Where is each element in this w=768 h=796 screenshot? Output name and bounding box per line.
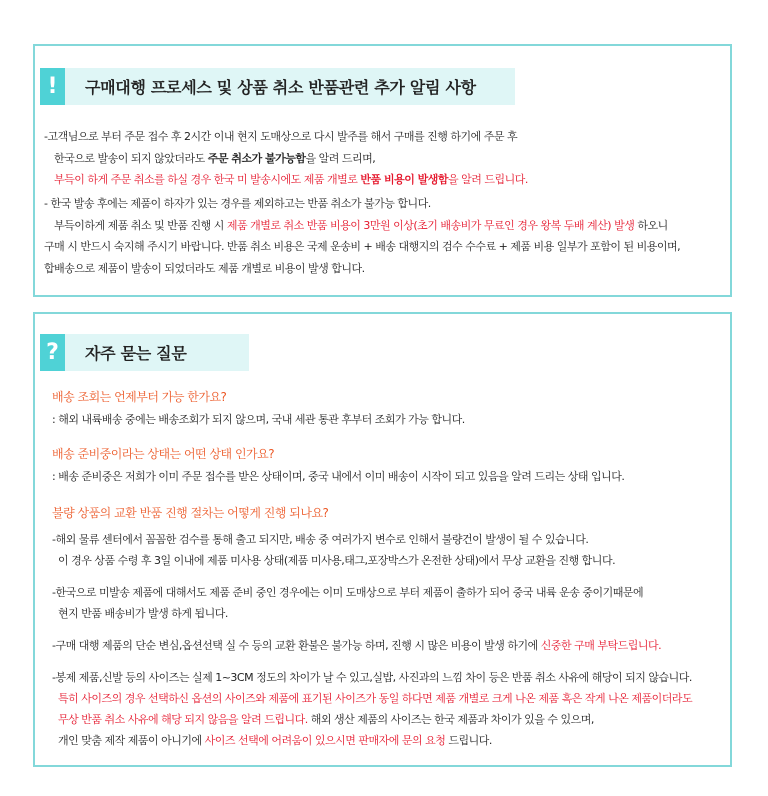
- exclamation-icon: !: [40, 68, 65, 105]
- notice-p2-line-3: 구매 시 반드시 숙지해 주시기 바랍니다. 반품 취소 비용은 국제 운송비 + 배송 대행지의 검수 수수료 + 제품 비용 일부가 포함이 된 비용이며,: [44, 240, 681, 253]
- notice-p2-line-2: 부득이하게 제품 취소 및 반품 진행 시 제품 개별로 취소 반품 비용이 3만원 이상(초기 배송비가 무료인 경우 왕복 두배 계산) 발생 하오니: [54, 218, 668, 232]
- return-fee-emphasis: 제품 개별로 취소 반품 비용이 3만원 이상(초기 배송비가 무료인 경우 왕복 두배 계산) 발생: [226, 218, 635, 232]
- no-cancel-emphasis: 주문 취소가 불가능함: [207, 151, 306, 165]
- notice-header: [40, 68, 515, 105]
- question-icon: ?: [40, 334, 65, 371]
- size-inquiry-emphasis: 사이즈 선택에 어려움이 있으시면 판매자에 문의 요청: [204, 734, 446, 747]
- careful-purchase-emphasis: 신중한 구매 부탁드립니다.: [540, 639, 662, 652]
- faq-answer-2: : 배송 준비중은 저희가 이미 주문 접수를 받은 상태이며, 중국 내에서 이미 배송이 시작이 되고 있음을 알려 드리는 상태 입니다.: [52, 470, 625, 483]
- faq-question-2: 배송 준비중이라는 상태는 어떤 상태 인가요?: [52, 447, 275, 461]
- faq-item-2: [52, 445, 722, 484]
- faq-answer-3-block-2: -한국으로 미발송 제품에 대해서도 제품 준비 중인 경우에는 이미 도매상으로 부터 제품이 출하가 되어 중국 내륙 운송 중이기때문에 현지 반품 배송비가 발생 하게 됩니다.: [52, 586, 644, 620]
- return-cost-emphasis: 반품 비용이 발생함: [360, 173, 449, 186]
- notice-p2-line-4: 합배송으로 제품이 발송이 되었더라도 제품 개별로 비용이 발생 합니다.: [44, 261, 365, 275]
- faq-answer-3-block-4: -봉제 제품,신발 등의 사이즈는 실제 1~3CM 정도의 차이가 날 수 있고,실밥, 사진과의 느낌 차이 등은 반품 취소 사유에 해당이 되지 않습니다. 특히 사이즈의 경우 선택하신 옵션의 사이즈와 제품에 표기된 사이즈가 동일 하다면 제품 개별로 크게 나온 제품 혹은 작게 나온 제품이더라도 무상 반품 취소 사유에 해당 되지 않음을 알려 드립니다. 해외 생산 제품의 사이즈는 한국 제품과 차이가 있을 수 있으며, 개인 맞춤 제작 제품이 아니기에 사이즈 선택에 어려움이 있으시면 판매자에 문의 요청 드립니다.: [52, 671, 693, 747]
- faq-answer-1: : 해외 내륙배송 중에는 배송조회가 되지 않으며, 국내 세관 통관 후부터 조회가 가능 합니다.: [52, 413, 465, 426]
- faq-title: 자주 묻는 질문: [85, 344, 187, 363]
- faq-item-1: [52, 388, 722, 427]
- notice-paragraph-2: [44, 193, 722, 279]
- notice-p2-line-1: - 한국 발송 후에는 제품이 하자가 있는 경우를 제외하고는 반품 취소가 불가능 합니다.: [44, 197, 431, 210]
- faq-item-3: [52, 503, 722, 751]
- faq-question-1: 배송 조회는 언제부터 가능 한가요?: [52, 390, 227, 404]
- notice-title: 구매대행 프로세스 및 상품 취소 반품관련 추가 알림 사항: [85, 78, 476, 97]
- faq-panel: [33, 312, 732, 767]
- faq-header: [40, 334, 249, 371]
- notice-paragraph-1: [44, 126, 722, 191]
- notice-panel: [33, 44, 732, 297]
- faq-answer-3-block-1: -해외 물류 센터에서 꼼꼼한 검수를 통해 출고 되지만, 배송 중 여러가지 변수로 인해서 불량건이 발생이 될 수 있습니다. 이 경우 상품 수령 후 3일 이내에 제품 미사용 상태(제품 미사용,태그,포장박스가 온전한 상태)에서 무상 교환을 진행 합니다.: [52, 533, 616, 567]
- notice-p1-line-1: -고객님으로 부터 주문 접수 후 2시간 이내 현지 도매상으로 다시 발주를 해서 구매를 진행 하기에 주문 후: [44, 130, 518, 143]
- faq-answer-3-block-3: -구매 대행 제품의 단순 변심,옵션선택 실 수 등의 교환 환불은 불가능 하며, 진행 시 많은 비용이 발생 하기에 신중한 구매 부탁드립니다.: [52, 639, 662, 652]
- notice-p1-line-3: 부득이 하게 주문 취소를 하실 경우 한국 미 발송시에도 제품 개별로 반품 비용이 발생함을 알려 드립니다.: [54, 173, 528, 186]
- notice-p1-line-2: 한국으로 발송이 되지 않았더라도 주문 취소가 불가능함을 알려 드리며,: [54, 151, 376, 165]
- faq-question-3: 불량 상품의 교환 반품 진행 절차는 어떻게 진행 되나요?: [52, 506, 329, 520]
